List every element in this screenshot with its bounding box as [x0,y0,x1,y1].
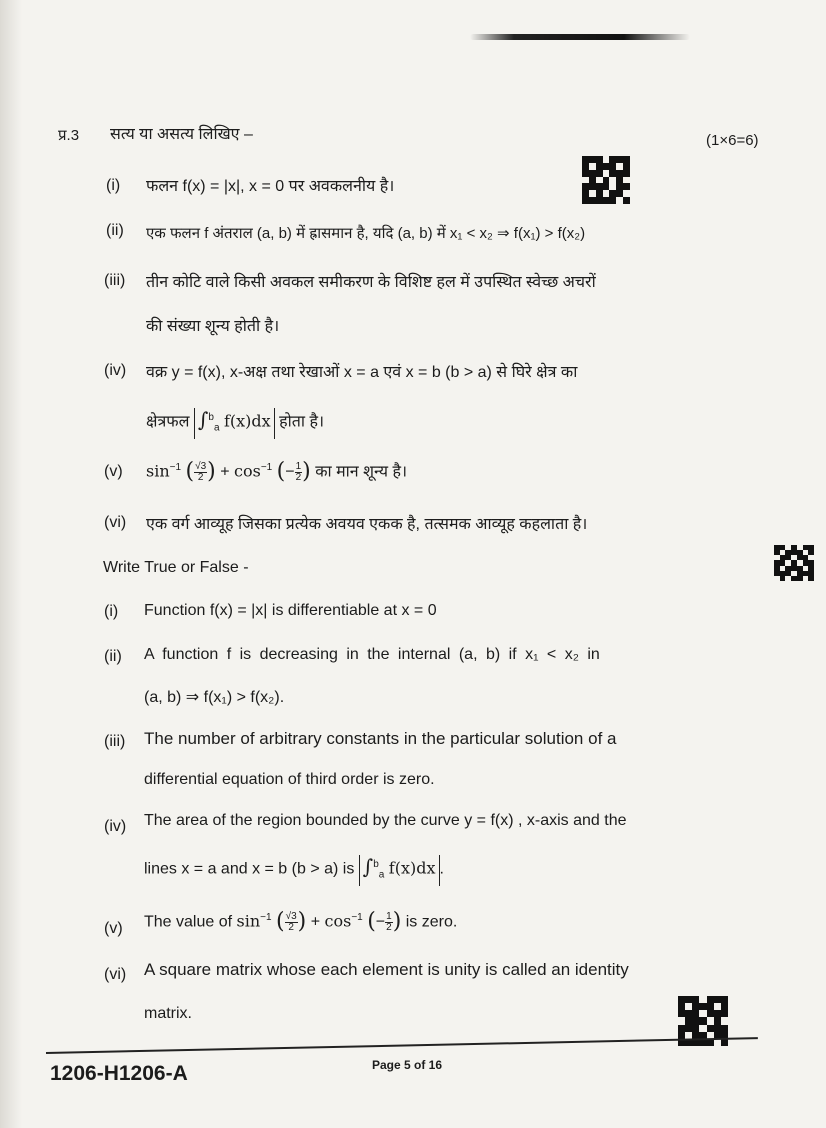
english-item-6: A square matrix whose each element is unity is called an identity [144,960,629,979]
hindi-item-3-cont: की संख्या शून्य होती है। [146,318,280,335]
exponent: −1 [351,912,363,923]
hindi-item-4-cont [146,408,324,439]
item-number: (vi) [104,966,127,983]
plus: + [310,913,321,931]
sin: sin [146,461,170,481]
text: The value of [144,913,233,931]
item-number: (vi) [104,514,127,531]
integrand: f(x)dx [223,411,271,431]
exponent: −1 [260,462,273,473]
item-number: (i) [104,603,119,620]
denominator: 2 [386,921,392,933]
hindi-item-3: तीन कोटि वाले किसी अवकल समीकरण के विशिष्ट हल में उपस्थित स्वेच्छ अचरों [146,274,596,291]
english-item-1: Function f(x) = |x| is differentiable at x = 0 [144,602,437,619]
paper-code: 1206-H1206-A [50,1062,188,1085]
text: होता है। [279,413,325,431]
cos: cos [324,911,352,931]
lower-limit: a [378,869,385,881]
plus: + [220,463,230,481]
numerator: 1 [295,460,302,472]
item-number: (v) [104,463,123,480]
denominator: 2 [295,471,302,483]
abs-integral: ∫$^b_a$ f(x)dx [359,855,440,886]
text: lines x = a and x = b (b > a) is [144,860,355,878]
english-item-3-cont: differential equation of third order is zero. [144,771,435,788]
numerator: 1 [386,910,392,922]
hindi-item-4: वक्र y = f(x), x-अक्ष तथा रेखाओं x = a एवं x = b (b > a) से घिरे क्षेत्र का [146,364,578,381]
cos: cos [234,461,261,481]
fraction [194,462,207,483]
exponent: −1 [260,912,272,923]
item-number: (i) [106,177,121,194]
page-number: Page 5 of 16 [372,1058,443,1072]
item-number: (iv) [104,362,127,379]
english-item-5: The value of $\sin^{-1}$ ( $\frac{√3}{2}) + \cos^{-1}$ (− $\frac{1}{2}$) is zero. [144,909,458,935]
minus: − [375,913,386,931]
english-item-2: A function f is decreasing in the internal (a, b) if x₁ < x₂ in [144,646,600,663]
upper-limit: b [373,859,379,870]
hindi-item-1: फलन f(x) = |x|, x = 0 पर अवकलनीय है। [146,178,395,195]
abs-integral: ∫$^b_a$ f(x)dx [194,408,275,439]
item-number: (iii) [104,272,126,289]
numerator: √3 [285,910,297,922]
text: is zero. [405,913,458,931]
scan-edge [0,0,22,1128]
hindi-instruction: सत्य या असत्य लिखिए – [110,126,253,143]
fraction [285,912,298,933]
text: क्षेत्रफल [146,413,190,431]
qr-code-icon [774,545,814,581]
numerator: √3 [195,460,207,472]
item-number: (ii) [106,222,124,239]
english-item-2-cont: (a, b) ⇒ f(x₁) > f(x₂). [144,689,285,706]
item-number: (v) [104,920,123,937]
minus: − [285,463,295,481]
text: . [439,860,444,878]
english-item-4: The area of the region bounded by the curve y = f(x) , x-axis and the [144,812,627,829]
integrand: f(x)dx [388,858,436,878]
hindi-item-6: एक वर्ग आव्यूह जिसका प्रत्येक अवयव एकक है, तत्समक आव्यूह कहलाता है। [146,516,588,533]
english-item-6-cont: matrix. [144,1005,192,1022]
english-item-3: The number of arbitrary constants in the particular solution of a [144,729,617,748]
qr-code-icon [582,156,630,204]
exponent: −1 [169,462,182,473]
english-heading: Write True or False - [103,559,249,576]
lower-limit: a [213,422,220,434]
text: का मान शून्य है। [315,463,408,481]
hindi-item-5: $\sin^{-1}$ ( $\frac{√3}{2}) + \cos^{-1}$ (− $\frac{1}{2}$) का मान शून्य है। [146,459,408,485]
hindi-item-2: एक फलन f अंतराल (a, b) में ह्रासमान है, यदि (a, b) में x₁ < x₂ ⇒ f(x₁) > f(x₂) [146,225,586,242]
item-number: (iv) [104,818,127,835]
fraction [385,912,393,933]
footer-rule [46,1037,758,1054]
marks: (1×6=6) [706,132,759,149]
item-number: (ii) [104,648,122,665]
denominator: 2 [197,471,204,483]
top-rule [470,34,690,40]
question-number: प्र.3 [58,127,80,144]
english-item-4-cont [144,855,444,886]
upper-limit: b [208,412,214,423]
sin: sin [236,911,261,931]
denominator: 2 [288,921,294,933]
item-number: (iii) [104,733,126,750]
